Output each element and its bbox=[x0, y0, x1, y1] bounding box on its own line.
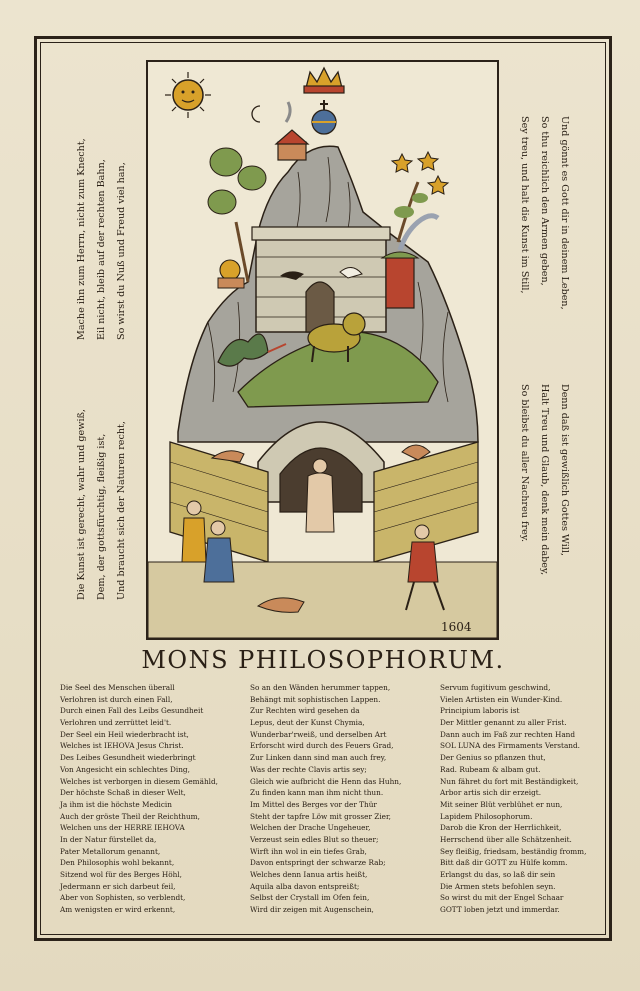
poem-line: Principium laboris ist bbox=[440, 706, 520, 716]
poem-line: Der höchste Schaß in dieser Welt, bbox=[60, 788, 186, 798]
poem-line: Am wenigsten er wird erkennt, bbox=[60, 905, 176, 915]
poem-line: Erforscht wird durch des Feuers Grad, bbox=[250, 741, 394, 751]
crown-icon bbox=[304, 68, 344, 93]
poem-line: Jedermann er sich darbeut feil, bbox=[60, 881, 176, 891]
verse-line: Eil nicht, bleib auf der rechten Bahn, bbox=[96, 159, 107, 340]
poem-column-1 bbox=[60, 682, 218, 916]
poem-line: Wunderbar'rweiß, und derselben Art bbox=[250, 729, 387, 739]
poem-line: Arbor artis sich dir erzeigt. bbox=[440, 788, 542, 798]
poem-line: Welchen uns der HERRE IEHOVA bbox=[60, 823, 185, 833]
verse-line: Und gönnt es Gott dir in deinem Leben, bbox=[559, 116, 570, 310]
poem-line: Wird dir zeigen mit Augenschein, bbox=[250, 905, 374, 915]
poem-line: Auch der gröste Theil der Reichthum, bbox=[60, 811, 200, 821]
poem-line: Durch einen Fall des Leibs Gesundheit bbox=[60, 706, 204, 716]
poem-line: Dann auch im Faß zur rechten Hand bbox=[440, 729, 576, 739]
poem-line: Verlohren ist durch einen Fall, bbox=[60, 694, 173, 704]
poem-line: Lapidem Philosophorum. bbox=[440, 811, 533, 821]
poem-line: Der Genius so pflanzen thut, bbox=[440, 753, 546, 763]
poem-line: Davon entspringt der schwarze Rab; bbox=[250, 858, 386, 868]
poem-line: Des Leibes Gesundheit wiederbringt bbox=[60, 753, 196, 763]
poem-line: Sitzend wol für des Berges Höhl, bbox=[60, 870, 183, 879]
poem-line: Im Mittel des Berges vor der Thür bbox=[250, 799, 377, 809]
poem-line: Die Armen stets befohlen seyn. bbox=[440, 881, 556, 891]
poem-line: So wirst du mit der Engel Schaar bbox=[440, 893, 564, 903]
poem-line: Der Seel ein Heil wiederbracht ist, bbox=[60, 729, 189, 739]
poem-line: Von Angesicht ein schlechtes Ding, bbox=[60, 764, 190, 774]
poem-line: Sey fleißig, friedsam, beständig fromm, bbox=[440, 846, 587, 856]
poem-line: Darob die Kron der Herrlichkeit, bbox=[440, 823, 562, 833]
poem-line: Pater Metallorum genannt, bbox=[60, 846, 161, 856]
verse-line: Denn daß ist gewißlich Gottes Will, bbox=[559, 384, 570, 556]
verse-line: Dem, der gottsfürchtig, fleißig ist, bbox=[96, 433, 107, 600]
poem-column-3 bbox=[440, 682, 586, 916]
verse-line: Die Kunst ist gerecht, wahr und gewiß, bbox=[76, 409, 87, 600]
poem-line: Welches denn Ianua artis heißt, bbox=[250, 870, 368, 879]
poem-line: Nun fähret du fort mit Beständigkeit, bbox=[440, 776, 579, 786]
poem-line: Vielen Artisten ein Wunder-Kind. bbox=[440, 694, 563, 704]
poem-line: Steht der tapfre Löw mit grosser Zier, bbox=[250, 811, 391, 821]
year-label: 1604 bbox=[441, 620, 472, 634]
poem-line: Verzeust sein edles Blut so theuer; bbox=[250, 834, 379, 844]
poem-line: Lepus, deut der Kunst Chymia, bbox=[250, 718, 365, 728]
poem-line: Der Mittler genannt zu aller Frist. bbox=[440, 718, 567, 728]
poem-line: Servum fugitivum geschwind, bbox=[440, 683, 551, 692]
poem-line: GOTT loben jetzt und immerdar. bbox=[440, 905, 560, 915]
poem-line: Welchen der Drache Ungeheuer, bbox=[250, 823, 371, 833]
poem-line: Wirft ihn wol in ein tiefes Grab, bbox=[250, 846, 367, 856]
page-title: MONS PHILOSOPHORUM. bbox=[141, 646, 505, 674]
left-verse-top bbox=[72, 138, 132, 340]
poem-line: Zur Rechten wird gesehen da bbox=[250, 706, 360, 716]
poem-line: Den Philosophis wohl bekannt, bbox=[60, 858, 175, 868]
verse-line: Halt Treu und Glaub, denk mein dabey, bbox=[539, 384, 550, 576]
poem-line: Verlohren und zerrüttet leid't. bbox=[60, 718, 172, 728]
poem-line: Zur Linken dann sind man auch frey, bbox=[250, 753, 387, 763]
poem-line: Bitt daß dir GOTT zu Hülfe komm. bbox=[440, 858, 568, 868]
verse-line: So bleibst du aller Nachreu frey. bbox=[519, 384, 530, 543]
left-verse-top-block bbox=[72, 138, 138, 340]
right-verse-top-block bbox=[508, 116, 574, 310]
poem-line: In der Natur fürstellet da, bbox=[60, 834, 157, 844]
poem-line: Welches ist verborgen in diesem Gemähld, bbox=[60, 776, 218, 786]
poem-line: Ja ihm ist die höchste Medicin bbox=[60, 799, 172, 809]
right-verse-top bbox=[514, 116, 574, 310]
poem-line: Aber von Sophisten, so verblendt, bbox=[60, 893, 186, 903]
right-verse-bottom-block bbox=[508, 384, 574, 576]
left-verse-bottom-block bbox=[72, 400, 138, 600]
poem-line: Welches ist IEHOVA Jesus Christ. bbox=[60, 741, 184, 751]
poem-line: Selbst der Crystall im Ofen fein, bbox=[250, 893, 370, 903]
verse-line: So thu reichlich den Armen geben, bbox=[539, 116, 550, 286]
woodcut-illustration bbox=[146, 60, 499, 640]
mons-philosophorum-engraving bbox=[148, 62, 497, 638]
verse-line: So wirst du Nuß und Freud viel han, bbox=[116, 162, 127, 340]
left-verse-bottom bbox=[72, 409, 132, 600]
poem-line: Behängt mit sophistischen Lappen. bbox=[250, 694, 381, 704]
poem-column-2 bbox=[250, 682, 401, 916]
poem-line: SOL LUNA des Firmaments Verstand. bbox=[440, 741, 580, 751]
poem-line: Die Seel des Menschen überall bbox=[60, 683, 175, 692]
poem-line: Mit seiner Blüt verblühet er nun, bbox=[440, 799, 563, 809]
poem-line: Was der rechte Clavis artis sey; bbox=[250, 764, 367, 774]
poem-line: Aquila alba davon entspreißt; bbox=[250, 881, 360, 891]
poem-line: So an den Wänden herummer tappen, bbox=[250, 683, 391, 692]
right-verse-bottom bbox=[514, 384, 574, 575]
poem-line: Gleich wie aufbricht die Henn das Huhn, bbox=[250, 776, 402, 786]
poem-line: Herrschend über alle Schätzenheit. bbox=[440, 834, 572, 844]
poem-line: Rad. Rubeam & albam gut. bbox=[440, 764, 541, 774]
poem-line: Zu finden kann man ihm nicht thun. bbox=[250, 788, 384, 798]
poem-line: Erlangst du das, so laß dir sein bbox=[440, 870, 556, 879]
verse-line: Sey treu, und halt die Kunst im Still, bbox=[519, 116, 530, 294]
verse-line: Mache ihn zum Herrn, nicht zum Knecht, bbox=[76, 138, 87, 340]
verse-line: Und braucht sich der Naturen recht, bbox=[116, 421, 127, 600]
tower bbox=[252, 227, 390, 332]
